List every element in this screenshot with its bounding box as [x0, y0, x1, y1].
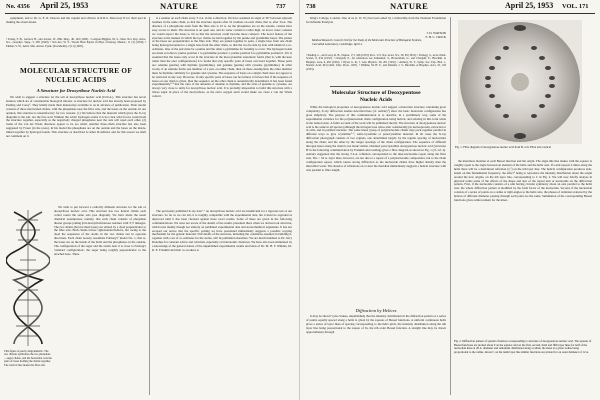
right-references: ¹ Pauling, L., and Corey, R. B., Nature, 171, 346 (1953); Proc. U.S. Nat. Acad. Sci., 39, 84 (1953). ² Furberg, S., Acta Chem. Scand., 6, 634 (1952). ³ Chargaff, E., for references see Zamenhof, S., Brawerman, G., and Chargaff, E., Biochim. et Biophys. Acta, 9, 402 (1952). ⁴ Wyatt, G. R., J. Gen. Physiol., 36, 201 (1952). ⁵ Astbury, W. T., Symp. Soc. Exp. Biol. 1, Nucleic Acid, 66 (Camb. Univ. Press, 1947). ⁶ Wilkins, M. H. F., and Randall, J. T., Biochim. et Biophys. Acta, 10, 192 (1953).: [306, 54, 446, 71]
xray-caption: Fig. 1. Fibre diagram of deoxypentose nucleic acid from B. coli. Fibre axis vertical: [455, 145, 551, 149]
left-references: ¹ Young, F. B., Gerrard, H., and Jevons, W., Phil. Mag., 40, 149 (1920). ² Longuet-Higgins, M. S., Mon. Not. Roy. Astro. Soc., Geophys. Supp., 5, 285 (1949). ³ Von Arx, W. S., Woods Hole Papers in Phys. Oceanog. Meteor., 11 (3) (1950). ⁴ Ekman, V. W., Arkiv. Mat. Astron. Fysik. (Stockholm), 2 (11) (1905).: [6, 38, 146, 48]
section-col1b-text: It may be shown⁵ (also Stokes, unpublished) that the intensity distribution in the diffraction pattern of a series of points equally spaced along a helix is given by the squares of Bessel functions. A uniform continuous helix gives a series of layer lines of spacing corresponding to the helix pitch, the intensity distribution along the nth layer line being proportional to the square of Jn, the nth order Bessel function. A straight line may be drawn approximately through: [306, 315, 446, 334]
helix-figure-caption: This figure is purely diagrammatic. The two ribbons symbolize the two phosphate—sugar chains, and the horizontal rods the pairs of bases holding the chains together. The vertical line marks the fibre axis: [4, 350, 52, 367]
article-subtitle: A Structure for Deoxyribose Nucleic Acid: [36, 88, 116, 93]
header-rule: [5, 13, 294, 14]
xray-diffraction-photo: [458, 20, 582, 144]
left-date: April 25, 1953: [40, 1, 89, 10]
section-divider: [330, 86, 420, 87]
left-journal-title: NATURE: [160, 1, 199, 11]
header-rule: [305, 13, 595, 14]
volume-number: VOL. 171: [562, 3, 589, 10]
helix-ribbon-1: [6, 212, 42, 344]
author-signatures: J. D. WATSON F. H. C. CRICK: [425, 31, 446, 39]
issue-number: No. 4356: [6, 3, 30, 10]
article-col1b-text: We wish to put forward a radically different structure for the salt of deoxyribose nucleic acid. This structure has two helical chains each coiled round the same axis (see diagram). We have made the usual chemical assumptions, namely, that each chain consists of phosphate diester groups joining β-D-deoxyribofuranose residues with 3',5' linkages. The two chains (but not their bases) are related by a dyad perpendicular to the fibre axis. Both chains follow right-handed helices, but owing to the dyad the sequences of the atoms in the two chains run in opposite directions. Each chain loosely resembles Furberg's² model No. 1; that is, the bases are on the inside of the helix and the phosphates on the outside. The configuration of the sugar and the atoms near it is close to Furberg's 'standard configuration', the sugar being roughly perpendicular to the attached base. There: [54, 206, 146, 256]
subheading-diffraction: Diffraction by Helices: [355, 308, 397, 313]
column-rule: [450, 17, 451, 395]
right-page-number: 738: [306, 3, 316, 10]
author-affiliation: Medical Research Council Unit for the Study of the Molecular Structure of Biological Systems, Cavendish Laboratory, Cambridge. April 2.: [312, 38, 422, 46]
column-rule: [149, 17, 150, 395]
article-col1-text: We wish to suggest a structure for the salt of deoxyribose nucleic acid (D.N.A.). This structure has novel features which are of considerable biological interest. A structure for nucleic acid has already been proposed by Pauling and Corey¹. They kindly made their manuscript available to us in advance of publication. Their model consists of three intertwined chains, with the phosphates near the fibre axis, and the bases on the outside. In our opinion, this structure is unsatisfactory for two reasons: (1) We believe that the material which gives the X-ray diagrams is the salt, not the free acid. Without the acidic hydrogen atoms it is not clear what forces would hold the structure together, especially as the negatively charged phosphates near the axis will repel each other. (2) Some of the van der Waals distances appear to be too small. Another three-chain structure has also been suggested by Fraser (in the press). In his model the phosphates are on the outside and the bases on the inside, linked together by hydrogen bonds. This structure as described is rather ill-defined, and for this reason we shall not comment on it.: [6, 96, 146, 139]
section-col1-text: While the biological properties of deoxypentose nucleic acid suggest a molecular structure containing great complexity, X-ray diffraction studies described here (cf. Astbury¹) show the basic molecular configuration has great simplicity. The purpose of this communication is to describe, in a preliminary way, some of the experimental evidence for the polynucleotide chain configuration being helical, and existing in this form when in the natural state. A fuller account of the work will be published shortly. The structure of deoxypentose nucleic acid is the same in all species (although the nitrogen base ratios alter considerably) in nucleoprotein, extracted or in cells, and in purified nucleate. The same linear group of polynucleotide chains may pack together parallel in different ways to give crystalline¹⁻³, semi-crystalline or paracrystalline material. In all cases the X-ray diffraction photograph consists of two regions, one determined largely by the regular spacing of nucleotides along the chain, and the other by the longer spacings of the chain configuration. The sequence of different nitrogen bases along the chain is not made visible. Oriented paracrystalline deoxypentose nucleic acid ('structure B' in the following communication by Franklin and Gosling) gives a fibre diagram as shown in Fig. 1 (cf. ref. 4). Astbury suggested that the strong 3·4-A. reflexion corresponded to the inter-nucleotide repeat along the fibre axis. The ~ 34 A. layer lines, however, are not due to a repeat of a polynucleotide composition, but to the chain configuration repeat, which causes strong diffraction as the nucleotide chains have higher density than the interstitial water. The absence of reflexions on or near the meridian immediately suggests a helical structure with axis parallel to fibre length.: [306, 106, 446, 172]
section-divider: [30, 63, 120, 64]
intro-text: equipment, and to Dr. G. E. R. Deacon and the captain and officers of R.R.S. Discovery II for their part in making the observations.: [6, 17, 146, 24]
section-col2-text: the innermost maxima of each Bessel function and the origin. The angle this line makes with the equator is roughly equal to the angle between an element of the helix and the helix axis. If a unit repeats n times along the helix there will be a meridional reflexion (J₀²) on the nth layer line. The helical configuration produces side-bands on this fundamental frequency, the effect⁵ being to reproduce the intensity distribution about the origin around the new origins, on the nth layer line, corresponding to C in Fig. 2. We will now briefly analyse in physical terms some of the effects of the shape and size of the repeat unit or nucleotide on the diffraction pattern. First, if the nucleotide consists of a unit having circular symmetry about an axis parallel to the helix axis, the whole diffraction pattern is modified by the form factor of the nucleotide. Second, if the nucleotide consists of a series of points on a radius at right-angles to the helix axis, the phases of radiation scattered by the helices of different diameter passing through each point are the same. Summation of the corresponding Bessel functions gives reinforcement for the inner-: [454, 160, 592, 203]
article-col3-text: The previously published X-ray data⁵·⁶ on deoxyribose nucleic acid are insufficient for a rigorous test of our structure. So far as we can tell, it is roughly compatible with the experimental data, but it must be regarded as unproved until it has been checked against more exact results. Some of these are given in the following communications. We were not aware of the details of the results presented there when we devised our structure, which rests mainly though not entirely on published experimental data and stereochemical arguments. It has not escaped our notice that the specific pairing we have postulated immediately suggests a possible copying mechanism for the genetic material. Full details of the structure, including the conditions assumed in building it, together with a set of co-ordinates for the atoms, will be published elsewhere. We are much indebted to Dr. Jerry Donohue for constant advice and criticism, especially on interatomic distances. We have also been stimulated by a knowledge of the general nature of the unpublished experimental results and ideas of Dr. M. H. F. Wilkins, Dr. R. E. Franklin and their co-workers at: [152, 210, 292, 253]
central-beam-stop: [511, 73, 529, 91]
left-page-number: 737: [276, 3, 286, 10]
section-title: Molecular Structure of Deoxypentose Nucleic Acids: [331, 90, 421, 103]
article-title: MOLECULAR STRUCTURE OF NUCLEIC ACIDS: [19, 67, 133, 84]
helix-ribbon-2: [14, 212, 50, 344]
right-intro-text: King's College, London. One of us (J. D. W.) has been aided by a fellowship from the National Foundation for Infantile Paralysis.: [306, 17, 446, 24]
double-helix-figure: [6, 208, 50, 348]
right-date: April 25, 1953: [505, 1, 554, 10]
fig2-caption: Fig. 2. Diffraction pattern of system of helices corresponding to structure of deoxypentose nucleic acid. The squares of Bessel functions are plotted about 0 on the equator and on the first, second, third and fifth layer lines for half of the nucleotide mass at 20 A. diameter and remainder distributed along a radius, the mass at a given radius being proportional to the radius. About C on the tenth layer line similar functions are plotted for an outer diameter of 12 A.: [454, 339, 592, 354]
article-col2-text: is a residue on each chain every 3·4 A. in the z-direction. We have assumed an angle of 36° between adjacent residues in the same chain, so that the structure repeats after 10 residues on each chain, that is, after 34 A. The distance of a phosphorus atom from the fibre axis is 10 A. As the phosphates are on the outside, cations have easy access to them. The structure is an open one, and its water content is rather high. At lower water contents we would expect the bases to tilt so that the structure could become more compact. The novel feature of the structure is the manner in which the two chains are held together by the purine and pyrimidine bases. The planes of the bases are perpendicular to the fibre axis. They are joined together in pairs, a single base from one chain being hydrogen-bonded to a single base from the other chain, so that the two lie side by side with identical z-co-ordinates. One of the pair must be a purine and the other a pyrimidine for bonding to occur. The hydrogen bonds are made as follows: purine position 1 to pyrimidine position 1; purine position 6 to pyrimidine position 6. If it is assumed that the bases only occur in the structure in the most plausible tautomeric forms (that is, with the keto rather than the enol configurations) it is found that only specific pairs of bases can bond together. These pairs are: adenine (purine) with thymine (pyrimidine), and guanine (purine) with cytosine (pyrimidine). In other words, if an adenine forms one member of a pair, on either chain, then on these assumptions the other member must be thymine; similarly for guanine and cytosine. The sequence of bases on a single chain does not appear to be restricted in any way. However, if only specific pairs of bases can be formed, it follows that if the sequence of bases on one chain is given, then the sequence on the other chain is automatically determined. It has been found experimentally³·⁴ that the ratio of the amounts of adenine to thymine, and the ratio of guanine to cytosine, are always very close to unity for deoxyribose nucleic acid. It is probably impossible to build this structure with a ribose sugar in place of the deoxyribose, as the extra oxygen atom would make too close a van der Waals contact.: [152, 17, 292, 99]
right-journal-title: NATURE: [390, 1, 429, 11]
